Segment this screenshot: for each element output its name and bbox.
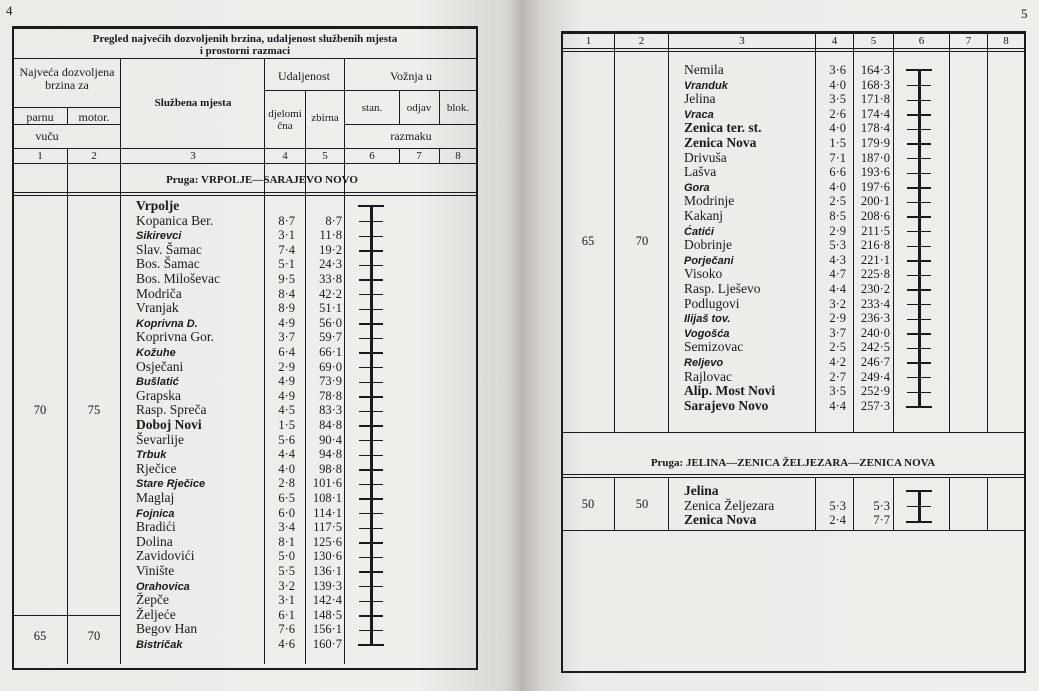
column-number: 1 <box>37 150 43 162</box>
station-name: Vrpolje <box>136 198 180 213</box>
distance-partial: 1·5 <box>829 136 846 150</box>
column-number: 2 <box>91 150 97 162</box>
distance-total: 139·3 <box>312 578 342 593</box>
station-name: Bradići <box>136 519 176 535</box>
distance-partial: 4·0 <box>278 461 295 476</box>
distance-total: 197·6 <box>860 179 890 194</box>
distance-partial: 4·0 <box>829 121 846 136</box>
rule <box>344 90 477 91</box>
station-name: Drivuša <box>684 149 727 165</box>
distance-total: 240·0 <box>860 325 890 340</box>
distance-partial: 7·6 <box>278 622 295 637</box>
rule <box>561 474 1025 475</box>
rule <box>561 432 1025 433</box>
header-odjav: odjav <box>406 102 432 114</box>
station-name: Trbuk <box>136 449 167 462</box>
distance-total: 208·6 <box>860 209 890 223</box>
distance-partial: 2·8 <box>278 476 295 491</box>
distance-total: 193·6 <box>860 165 890 180</box>
distance-partial: 3·7 <box>278 330 295 345</box>
page-number: 4 <box>6 3 13 18</box>
distance-partial: 5·0 <box>278 549 295 564</box>
distance-total: 125·6 <box>312 534 342 549</box>
distance-total: 19·2 <box>319 242 342 257</box>
distance-partial: 2·5 <box>829 194 846 209</box>
station-name: Orahovica <box>136 580 190 593</box>
distance-partial: 6·0 <box>278 505 295 520</box>
station-name: Rječice <box>136 460 177 476</box>
distance-partial: 3·6 <box>829 63 846 77</box>
rule <box>561 477 1025 478</box>
distance-partial: 8·5 <box>829 209 846 223</box>
table-border-bottom <box>561 671 1026 673</box>
station-name: Jelina <box>684 91 716 107</box>
station-name: Stare Rječice <box>136 478 206 491</box>
column-number: 5 <box>870 35 877 47</box>
distance-partial: 3·2 <box>829 296 846 311</box>
header-motor: motor. <box>78 110 110 124</box>
distance-partial: 6·5 <box>278 491 295 505</box>
speed2-motor: 50 <box>635 497 649 511</box>
distance-partial: 2·7 <box>829 369 846 384</box>
right-page <box>521 0 1039 691</box>
distance-partial: 4·7 <box>829 267 846 282</box>
distance-total: 230·2 <box>860 282 890 296</box>
distance-partial: 3·4 <box>278 520 295 535</box>
route-title: Pruga: VRPOLJE—SARAJEVO NOVO <box>166 174 358 186</box>
distance-partial: 4·4 <box>829 398 846 413</box>
distance-total: 114·1 <box>313 505 342 520</box>
distance-total: 200·1 <box>860 194 890 209</box>
distance-partial: 5·5 <box>278 564 295 578</box>
header-blok: blok. <box>446 102 470 114</box>
rule <box>12 163 477 164</box>
station-name: Vranjak <box>136 300 179 316</box>
station-name: Kakanj <box>684 208 723 223</box>
distance-total: 187·0 <box>860 150 890 165</box>
station-name: Zenica ter. st. <box>684 120 762 136</box>
distance-total: 136·1 <box>312 564 342 578</box>
table-border-left <box>561 31 563 673</box>
distance-partial: 4·6 <box>278 637 295 651</box>
distance-total: 117·5 <box>313 520 342 535</box>
station-name: Reljevo <box>684 357 724 369</box>
speed-motor-1: 75 <box>87 403 101 417</box>
distance-total: 108·1 <box>312 491 342 505</box>
speed-parnu-1: 70 <box>33 403 47 417</box>
distance-total: 11·8 <box>319 228 342 243</box>
distance-total: 179·9 <box>860 136 890 150</box>
station-name: Dolina <box>136 533 173 549</box>
distance-total: 178·4 <box>860 121 890 136</box>
station-name: Zenica Nova <box>684 135 757 150</box>
station-name: Porječani <box>684 254 734 267</box>
station-name: Kožuhe <box>136 347 176 359</box>
station-name: Vogošća <box>684 327 730 340</box>
distance-total: 7·7 <box>873 513 890 528</box>
distance-total: 56·0 <box>319 315 342 330</box>
distance-partial: 3·7 <box>829 325 846 340</box>
station-name: Ilijaš tov. <box>684 313 731 326</box>
station-name: Maglaj <box>136 490 175 505</box>
rule <box>987 478 988 530</box>
distance-total: 225·8 <box>860 267 890 282</box>
column-number: 2 <box>638 35 645 47</box>
col-rule-1-2 <box>614 33 615 433</box>
distance-partial: 2·4 <box>829 513 846 528</box>
distance-total: 221·1 <box>860 252 890 267</box>
col-rule-5-6 <box>893 33 894 433</box>
distance-total: 164·3 <box>860 63 890 77</box>
column-number: 3 <box>190 150 196 162</box>
station-name: Ševarlije <box>136 431 184 447</box>
distance-total: 211·5 <box>861 223 890 238</box>
distance-partial: 7·1 <box>829 150 846 165</box>
station-name: Bos. Miloševac <box>136 271 220 286</box>
rule <box>264 90 344 91</box>
station-name: Gora <box>684 181 710 194</box>
rule <box>949 478 950 530</box>
rule <box>12 615 120 616</box>
speed-motor: 70 <box>635 234 649 248</box>
station-name: Koprivna D. <box>136 317 198 330</box>
distance-partial: 4·3 <box>829 252 846 267</box>
distance-partial: 2·9 <box>829 223 846 238</box>
column-number: 7 <box>965 35 972 47</box>
distance-partial: 8·7 <box>278 213 295 228</box>
distance-total: 90·4 <box>319 432 342 447</box>
station-name: Zavidovići <box>136 548 195 564</box>
table-border-right <box>476 26 478 670</box>
col-rule-6-7 <box>949 33 950 433</box>
station-name: Alip. Most Novi <box>684 383 776 399</box>
distance-total: 257·3 <box>860 398 890 413</box>
station-name: Doboj Novi <box>136 417 202 432</box>
rule <box>344 124 477 125</box>
rule <box>561 51 1025 52</box>
station-name: Modrinje <box>684 193 735 209</box>
distance-total: 8·7 <box>325 213 342 228</box>
distance-total: 216·8 <box>860 238 890 253</box>
station-name: Podlugovi <box>684 295 740 311</box>
distance-partial: 6·1 <box>278 607 295 622</box>
table-border-top <box>561 31 1025 34</box>
station-name: Lašva <box>684 164 717 180</box>
line-track-symbol <box>918 70 921 408</box>
station-name: Slav. Šamac <box>136 241 202 257</box>
distance-total: 148·5 <box>312 607 342 622</box>
distance-partial: 3·5 <box>829 384 846 399</box>
rule <box>12 195 477 196</box>
distance-partial: 2·5 <box>829 340 846 355</box>
distance-total: 42·2 <box>319 286 342 301</box>
header-vucu: vuču <box>35 129 59 143</box>
station-name: Zenica Nova <box>684 512 757 528</box>
distance-partial: 8·9 <box>278 301 295 316</box>
distance-total: 246·7 <box>860 355 890 369</box>
line-track-symbol <box>918 491 921 522</box>
rule <box>614 478 615 530</box>
distance-total: 78·8 <box>319 388 342 403</box>
distance-total: 142·4 <box>312 593 342 608</box>
distance-partial: 5·3 <box>829 238 846 253</box>
distance-total: 156·1 <box>312 622 342 637</box>
distance-partial: 4·4 <box>829 282 846 296</box>
distance-total: 252·9 <box>860 384 890 399</box>
distance-total: 242·5 <box>860 340 890 355</box>
rule <box>12 107 120 108</box>
distance-partial: 2·9 <box>829 311 846 326</box>
distance-partial: 6·6 <box>829 165 846 180</box>
column-number: 1 <box>585 35 592 47</box>
column-number: 4 <box>831 35 838 47</box>
distance-partial: 4·0 <box>829 77 846 92</box>
column-number: 7 <box>416 150 422 162</box>
column-number: 8 <box>1003 35 1009 47</box>
station-name: Vranduk <box>684 79 728 92</box>
distance-total: 24·3 <box>319 257 342 272</box>
station-name: Željeće <box>136 606 176 622</box>
table-title: Pregled najvećih dozvoljenih brzina, udaljenost službenih mjesta i prostorni razmaci <box>92 33 398 57</box>
rule <box>668 478 669 530</box>
distance-partial: 3·5 <box>829 92 846 107</box>
page-number: 5 <box>1021 6 1028 21</box>
rule <box>67 107 68 124</box>
distance-partial: 9·5 <box>278 272 295 286</box>
distance-partial: 3·1 <box>278 228 295 243</box>
distance-partial: 6·4 <box>278 345 295 359</box>
distance-total: 160·7 <box>312 637 342 651</box>
station-name: Vraca <box>684 108 714 121</box>
station-name: Koprivna Gor. <box>136 329 214 345</box>
header-speed-group: Najveća dozvoljena brzina za <box>19 65 115 92</box>
station-name: Bos. Šamac <box>136 256 200 272</box>
col-rule-7-8 <box>987 33 988 433</box>
header-distance: Udaljenost <box>278 69 330 83</box>
station-name: Rajlovac <box>684 368 732 384</box>
station-name: Grapska <box>136 387 181 403</box>
distance-total: 84·8 <box>319 418 342 432</box>
distance-partial: 4·9 <box>278 374 295 389</box>
header-operation: Vožnja u <box>389 69 433 83</box>
distance-total: 171·8 <box>860 92 890 107</box>
distance-total: 101·6 <box>312 476 342 491</box>
station-name: Visoko <box>684 266 723 282</box>
speed-motor-2: 70 <box>87 629 101 643</box>
station-name: Dobrinje <box>684 237 732 253</box>
header-partial: djelomična <box>268 108 302 132</box>
route2-title: Pruga: JELINA—ZENICA ŽELJEZARA—ZENICA NOVA <box>650 457 936 469</box>
station-name: Bušlatić <box>136 376 179 389</box>
distance-total: 233·4 <box>860 296 890 311</box>
rule <box>561 48 1025 49</box>
distance-total: 51·1 <box>319 301 342 316</box>
station-name: Kopanica Ber. <box>136 212 214 228</box>
distance-partial: 2·6 <box>829 106 846 121</box>
distance-partial: 5·6 <box>278 432 295 447</box>
rule <box>439 90 440 124</box>
distance-total: 130·6 <box>312 549 342 564</box>
rule <box>561 530 1025 531</box>
table-border-top <box>12 26 477 29</box>
distance-partial: 4·9 <box>278 315 295 330</box>
distance-partial: 4·2 <box>829 355 846 369</box>
station-name: Sikirevci <box>136 230 182 243</box>
station-name: Rasp. Spreča <box>136 402 207 418</box>
column-number: 8 <box>455 150 461 162</box>
column-number: 6 <box>918 35 925 47</box>
header-stations: Službena mjesta <box>154 97 232 109</box>
header-razmaku: razmaku <box>390 129 432 143</box>
distance-total: 66·1 <box>319 345 342 359</box>
station-name: Vinište <box>136 563 175 578</box>
distance-partial: 3·2 <box>278 578 295 593</box>
col-rule-2-3 <box>668 33 669 433</box>
distance-total: 59·7 <box>319 330 342 345</box>
station-name: Rasp. Lješevo <box>684 281 761 296</box>
distance-partial: 2·9 <box>278 359 295 374</box>
table-border-right <box>1024 31 1026 673</box>
distance-total: 236·3 <box>860 311 890 326</box>
distance-partial: 4·4 <box>278 447 295 462</box>
line-track-symbol <box>370 206 373 646</box>
station-name: Bistričak <box>136 639 183 651</box>
column-number: 6 <box>369 150 375 162</box>
station-name: Fojnica <box>136 507 175 520</box>
distance-partial: 4·5 <box>278 403 295 418</box>
speed-parnu: 65 <box>581 234 595 248</box>
header-stan: stan. <box>361 102 383 114</box>
station-name: Semizovac <box>684 339 744 355</box>
distance-total: 249·4 <box>860 369 890 384</box>
rule <box>12 192 477 193</box>
distance-total: 174·4 <box>860 106 890 121</box>
column-number: 4 <box>282 150 288 162</box>
distance-total: 94·8 <box>319 447 342 462</box>
station-name: Modriča <box>136 285 182 301</box>
distance-partial: 7·4 <box>278 242 295 257</box>
distance-partial: 5·1 <box>278 257 295 272</box>
distance-partial: 8·1 <box>278 534 295 549</box>
speed-parnu-2: 65 <box>33 629 47 643</box>
distance-total: 5·3 <box>873 498 890 513</box>
distance-partial: 4·0 <box>829 179 846 194</box>
distance-partial: 1·5 <box>278 418 295 432</box>
rule <box>12 124 120 125</box>
distance-partial: 5·3 <box>829 498 846 513</box>
title-divider <box>12 58 477 59</box>
table-border-bottom <box>12 668 478 670</box>
rule <box>399 90 400 124</box>
column-number: 5 <box>322 150 328 162</box>
station-name: Ćatići <box>684 225 714 238</box>
station-name: Osječani <box>136 358 184 374</box>
distance-total: 83·3 <box>319 403 342 418</box>
station-name: Žepče <box>136 592 169 608</box>
distance-total: 98·8 <box>319 461 342 476</box>
station-name: Begov Han <box>136 621 198 637</box>
distance-total: 69·0 <box>319 359 342 374</box>
distance-total: 33·8 <box>319 272 342 286</box>
distance-total: 168·3 <box>860 77 890 92</box>
station-name: Jelina <box>684 483 719 498</box>
distance-total: 73·9 <box>319 374 342 389</box>
header-parnu: parnu <box>26 110 54 124</box>
distance-partial: 4·9 <box>278 388 295 403</box>
rule <box>893 478 894 530</box>
distance-partial: 8·4 <box>278 286 295 301</box>
speed2-parnu: 50 <box>581 497 595 511</box>
rule <box>12 148 477 149</box>
station-name: Sarajevo Novo <box>684 397 769 413</box>
column-number: 3 <box>739 35 745 47</box>
header-total: zbirna <box>311 112 339 124</box>
station-name: Zenica Željezara <box>684 497 775 513</box>
distance-partial: 3·1 <box>278 593 295 608</box>
station-name: Nemila <box>684 62 724 77</box>
